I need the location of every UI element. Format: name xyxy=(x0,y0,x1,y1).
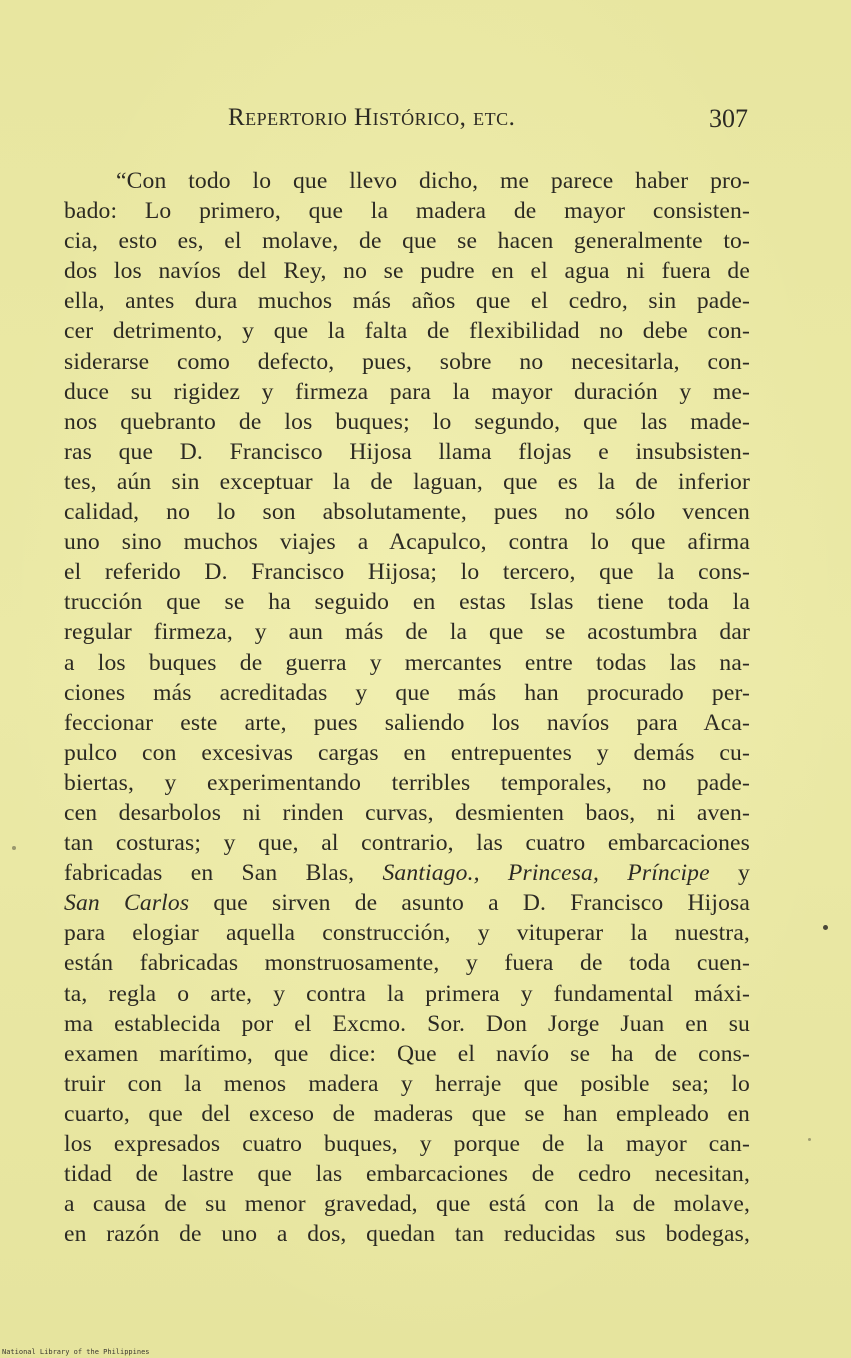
text-line: regular firmeza, y aun más de la que se acostumbra dar xyxy=(64,619,750,646)
text-line: a causa de su menor gravedad, que está con la de molave, xyxy=(64,1191,750,1218)
text-line: pulco con excesivas cargas en entrepuentes y demás cu- xyxy=(64,739,750,766)
text-line: a los buques de guerra y mercantes entre todas las na- xyxy=(64,649,750,676)
text-line: biertas, y experimentando terribles temporales, no pade- xyxy=(64,769,750,796)
text-line: ras que D. Francisco Hijosa llama flojas e insubsisten- xyxy=(64,438,750,465)
san-carlos-line-rest: que sirven de asunto a D. Francisco Hijosa xyxy=(213,890,750,917)
text-line: tidad de lastre que las embarcaciones de cedro necesitan, xyxy=(64,1161,750,1188)
text-line: cuarto, que del exceso de maderas que se han empleado en xyxy=(64,1100,750,1127)
text-line: los expresados cuatro buques, y porque de la mayor can- xyxy=(64,1131,750,1157)
text-line-san-carlos xyxy=(64,888,750,918)
text-line: cen desarbolos ni rinden curvas, desmienten baos, ni aven- xyxy=(64,799,750,826)
text-line: cia, esto es, el molave, de que se hacen generalmente to- xyxy=(64,228,750,255)
text-line: para elogiar aquella construcción, y vituperar la nuestra, xyxy=(64,920,750,947)
text-line: ta, regla o arte, y contra la primera y fundamental máxi- xyxy=(64,980,750,1007)
footer-credit: National Library of the Philippines xyxy=(2,1348,150,1356)
paper-speck xyxy=(808,1138,811,1141)
text-line: dos los navíos del Rey, no se pudre en el agua ni fuera de xyxy=(64,258,750,285)
running-title: Repertorio Histórico, etc. xyxy=(228,104,516,131)
text-line-ships xyxy=(64,858,750,888)
ships-line-start: fabricadas en San Blas, xyxy=(64,860,355,887)
text-line: duce su rigidez y firmeza para la mayor duración y me- xyxy=(64,378,750,405)
body-text xyxy=(64,166,750,1249)
text-line: ella, antes dura muchos más años que el cedro, sin pade- xyxy=(64,288,750,315)
text-line: “Con todo lo que llevo dicho, me parece haber pro- xyxy=(116,168,750,194)
running-head xyxy=(0,100,851,140)
ships-conjunction: y xyxy=(738,860,750,887)
text-line: en razón de uno a dos, quedan tan reducidas sus bodegas, xyxy=(64,1221,750,1248)
ship-names: Santiago., Princesa, Príncipe xyxy=(382,860,710,887)
paper-speck xyxy=(823,925,828,930)
text-line: cer detrimento, y que la falta de flexibilidad no debe con- xyxy=(64,318,750,345)
text-line: tes, aún sin exceptuar la de laguan, que es la de inferior xyxy=(64,468,750,495)
text-line: tan costuras; y que, al contrario, las cuatro embarcaciones xyxy=(64,830,750,857)
text-line: feccionar este arte, pues saliendo los navíos para Aca- xyxy=(64,709,750,736)
text-line: bado: Lo primero, que la madera de mayor consisten- xyxy=(64,198,750,225)
text-line: trucción que se ha seguido en estas Islas tiene toda la xyxy=(64,589,750,616)
ship-name-san-carlos: San Carlos xyxy=(64,890,190,917)
page-number: 307 xyxy=(709,104,748,133)
text-line: siderarse como defecto, pues, sobre no necesitarla, con- xyxy=(64,348,750,375)
text-line: el referido D. Francisco Hijosa; lo tercero, que la cons- xyxy=(64,559,750,586)
text-line: están fabricadas monstruosamente, y fuera de toda cuen- xyxy=(64,950,750,977)
text-line: uno sino muchos viajes a Acapulco, contra lo que afirma xyxy=(64,529,750,556)
text-line: ma establecida por el Excmo. Sor. Don Jorge Juan en su xyxy=(64,1010,750,1037)
text-line: nos quebranto de los buques; lo segundo, que las made- xyxy=(64,408,750,435)
text-line: calidad, no lo son absolutamente, pues no sólo vencen xyxy=(64,499,750,526)
paper-speck xyxy=(12,846,16,850)
text-line: examen marítimo, que dice: Que el navío se ha de cons- xyxy=(64,1040,750,1067)
text-line: truir con la menos madera y herraje que posible sea; lo xyxy=(64,1070,750,1097)
text-line: ciones más acreditadas y que más han procurado per- xyxy=(64,679,750,706)
